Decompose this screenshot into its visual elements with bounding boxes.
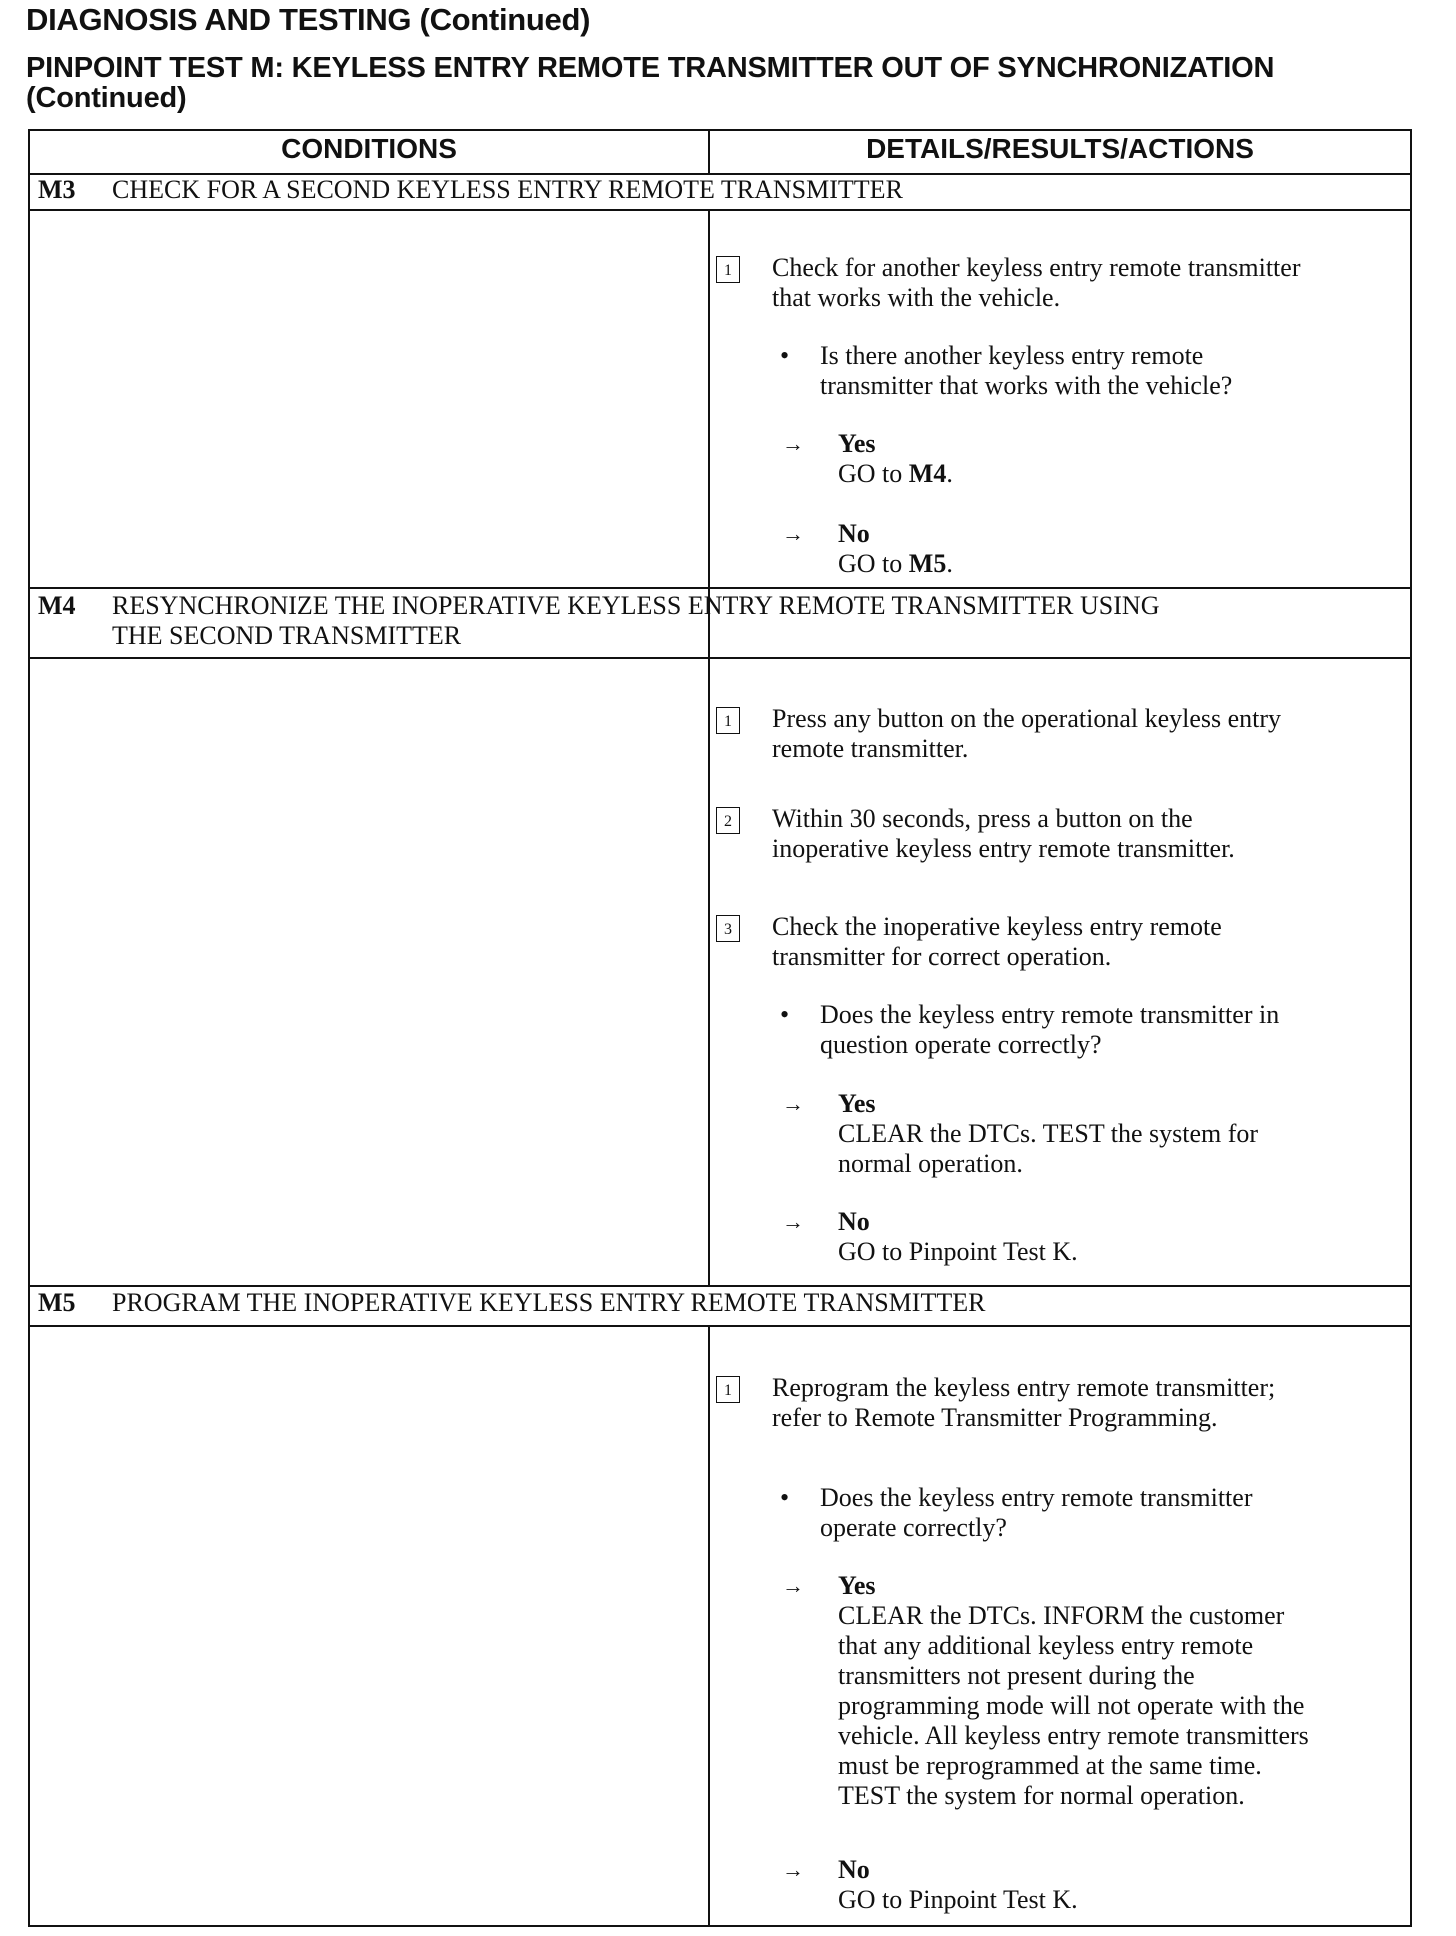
column-header-details: DETAILS/RESULTS/ACTIONS bbox=[866, 133, 1254, 164]
instruction-text: Check the inoperative keyless entry remote transmitter for correct operation. bbox=[772, 912, 1222, 971]
divider bbox=[30, 209, 1410, 211]
step-id: M3 bbox=[38, 175, 76, 204]
arrow-right-icon: → bbox=[782, 431, 804, 456]
step-number-box: 1 bbox=[716, 1376, 740, 1403]
result-label: No bbox=[838, 1207, 870, 1236]
instruction-text: Check for another keyless entry remote transmitter that works with the vehicle. bbox=[772, 253, 1301, 312]
result-no: No GO to M5. bbox=[838, 519, 953, 578]
step-header-m5 bbox=[38, 1288, 986, 1318]
result-label: No bbox=[838, 519, 870, 548]
step-header-m4 bbox=[38, 591, 1160, 650]
instruction-text: Press any button on the operational keyless entry remote transmitter. bbox=[772, 704, 1282, 763]
arrow-right-icon: → bbox=[782, 1573, 804, 1598]
pinpoint-test-table bbox=[28, 129, 1412, 1927]
arrow-right-icon: → bbox=[782, 1091, 804, 1116]
result-no: No GO to Pinpoint Test K. bbox=[838, 1855, 1078, 1914]
result-yes: Yes GO to M4. bbox=[838, 429, 953, 488]
column-header-conditions: CONDITIONS bbox=[281, 133, 457, 164]
bullet-icon: • bbox=[780, 341, 790, 370]
pinpoint-test-title-line1: PINPOINT TEST M: KEYLESS ENTRY REMOTE TRANSMITTER OUT OF SYNCHRONIZATION bbox=[26, 52, 1275, 84]
divider bbox=[30, 1285, 1410, 1287]
divider bbox=[30, 657, 1410, 659]
arrow-right-icon: → bbox=[782, 1209, 804, 1234]
arrow-right-icon: → bbox=[782, 521, 804, 546]
arrow-right-icon: → bbox=[782, 1857, 804, 1882]
step-number-box: 3 bbox=[716, 915, 740, 942]
bullet-icon: • bbox=[780, 1000, 790, 1029]
divider bbox=[708, 131, 710, 173]
result-label: No bbox=[838, 1855, 870, 1884]
instruction-text: Within 30 seconds, press a button on the inoperative keyless entry remote transmitter. bbox=[772, 804, 1235, 863]
step-title: RESYNCHRONIZE THE INOPERATIVE KEYLESS ENTRY REMOTE TRANSMITTER USING THE SECOND TRANSMITTER bbox=[112, 591, 1160, 650]
divider bbox=[708, 657, 710, 1285]
result-yes: Yes CLEAR the DTCs. TEST the system for normal operation. bbox=[838, 1089, 1259, 1178]
step-number-box: 1 bbox=[716, 707, 740, 734]
question-text: Does the keyless entry remote transmitter operate correctly? bbox=[820, 1483, 1253, 1542]
result-label: Yes bbox=[838, 429, 876, 458]
question-text: Does the keyless entry remote transmitter in question operate correctly? bbox=[820, 1000, 1280, 1059]
step-number-box: 1 bbox=[716, 256, 740, 283]
pinpoint-test-title-line2: (Continued) bbox=[26, 82, 187, 114]
step-number-box: 2 bbox=[716, 807, 740, 834]
divider bbox=[30, 587, 1410, 589]
question-text: Is there another keyless entry remote transmitter that works with the vehicle? bbox=[820, 341, 1233, 400]
divider bbox=[30, 1325, 1410, 1327]
divider bbox=[708, 1325, 710, 1927]
result-no: No GO to Pinpoint Test K. bbox=[838, 1207, 1078, 1266]
result-yes: Yes CLEAR the DTCs. INFORM the customer that any additional keyless entry remote transmitters not present during the programming mode will not operate with the vehicle. All keyless entry remote transmitters must be reprogrammed at the same time. TEST the system for normal operation. bbox=[838, 1571, 1309, 1810]
step-title: CHECK FOR A SECOND KEYLESS ENTRY REMOTE TRANSMITTER bbox=[112, 175, 903, 204]
bullet-icon: • bbox=[780, 1483, 790, 1512]
pinpoint-test-title bbox=[26, 53, 1426, 113]
instruction-text: Reprogram the keyless entry remote transmitter; refer to Remote Transmitter Programming. bbox=[772, 1373, 1276, 1432]
result-label: Yes bbox=[838, 1089, 876, 1118]
result-label: Yes bbox=[838, 1571, 876, 1600]
step-id: M5 bbox=[38, 1288, 76, 1317]
step-header-m3 bbox=[38, 175, 903, 205]
page-title: DIAGNOSIS AND TESTING (Continued) bbox=[26, 2, 591, 37]
step-title: PROGRAM THE INOPERATIVE KEYLESS ENTRY REMOTE TRANSMITTER bbox=[112, 1288, 986, 1317]
step-id: M4 bbox=[38, 591, 76, 620]
